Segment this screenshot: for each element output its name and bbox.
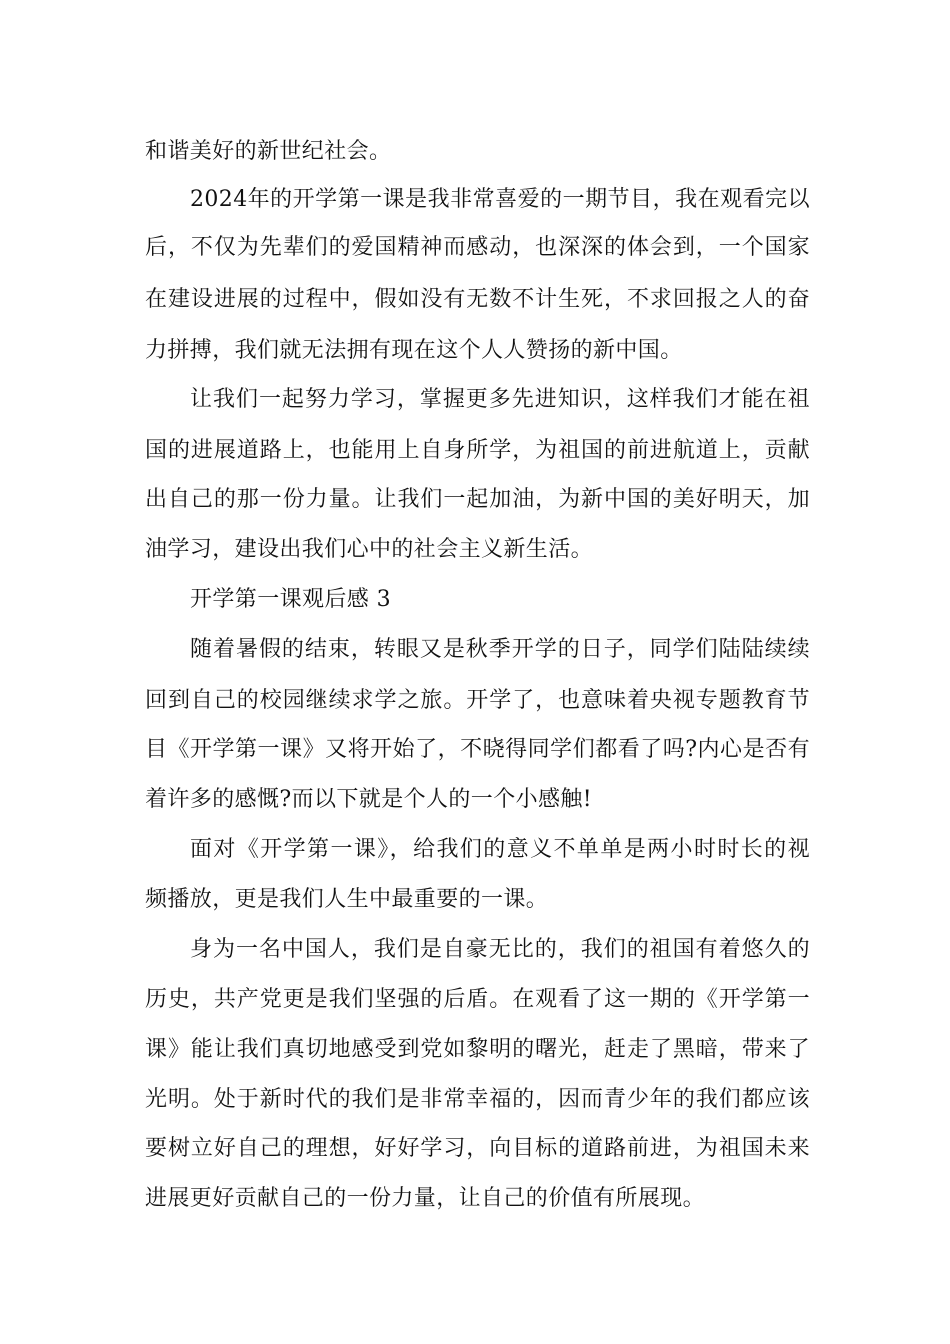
paragraph-line: 进展更好贡献自己的一份力量，让自己的价值有所展现。 bbox=[145, 1186, 706, 1211]
paragraph-line: 目《开学第一课》又将开始了，不晓得同学们都看了吗?内心是否有 bbox=[145, 737, 810, 762]
paragraph-line: 光明。处于新时代的我们是非常幸福的，因而青少年的我们都应该 bbox=[145, 1087, 810, 1112]
paragraph-line: 回到自己的校园继续求学之旅。开学了，也意味着央视专题教育节 bbox=[145, 688, 810, 713]
paragraph-line: 随着暑假的结束，转眼又是秋季开学的日子，同学们陆陆续续 bbox=[190, 637, 810, 662]
paragraph-line: 身为一名中国人，我们是自豪无比的，我们的祖国有着悠久的 bbox=[190, 937, 810, 962]
paragraph-line: 课》能让我们真切地感受到党如黎明的曙光，赶走了黑暗，带来了 bbox=[145, 1037, 810, 1062]
paragraph-line: 在建设进展的过程中，假如没有无数不计生死，不求回报之人的奋 bbox=[145, 287, 810, 312]
paragraph-line: 出自己的那一份力量。让我们一起加油，为新中国的美好明天，加 bbox=[145, 487, 810, 512]
paragraph-line: 让我们一起努力学习，掌握更多先进知识，这样我们才能在祖 bbox=[190, 387, 810, 412]
paragraph-line: 后，不仅为先辈们的爱国精神而感动，也深深的体会到，一个国家 bbox=[145, 235, 810, 260]
paragraph-line: 和谐美好的新世纪社会。 bbox=[145, 139, 392, 164]
paragraph-line: 2024年的开学第一课是我非常喜爱的一期节目，我在观看完以 bbox=[190, 187, 810, 212]
paragraph-line: 面对《开学第一课》，给我们的意义不单单是两小时时长的视 bbox=[190, 837, 810, 862]
section-heading: 开学第一课观后感 3 bbox=[190, 587, 391, 612]
paragraph-line: 要树立好自己的理想，好好学习，向目标的道路前进，为祖国未来 bbox=[145, 1136, 810, 1161]
paragraph-line: 油学习，建设出我们心中的社会主义新生活。 bbox=[145, 537, 594, 562]
paragraph-line: 力拼搏，我们就无法拥有现在这个人人赞扬的新中国。 bbox=[145, 338, 683, 363]
paragraph-line: 着许多的感慨?而以下就是个人的一个小感触! bbox=[145, 787, 593, 812]
paragraph-line: 历史，共产党更是我们坚强的后盾。在观看了这一期的《开学第一 bbox=[145, 987, 810, 1012]
paragraph-line: 频播放，更是我们人生中最重要的一课。 bbox=[145, 887, 549, 912]
paragraph-line: 国的进展道路上，也能用上自身所学，为祖国的前进航道上，贡献 bbox=[145, 438, 810, 463]
